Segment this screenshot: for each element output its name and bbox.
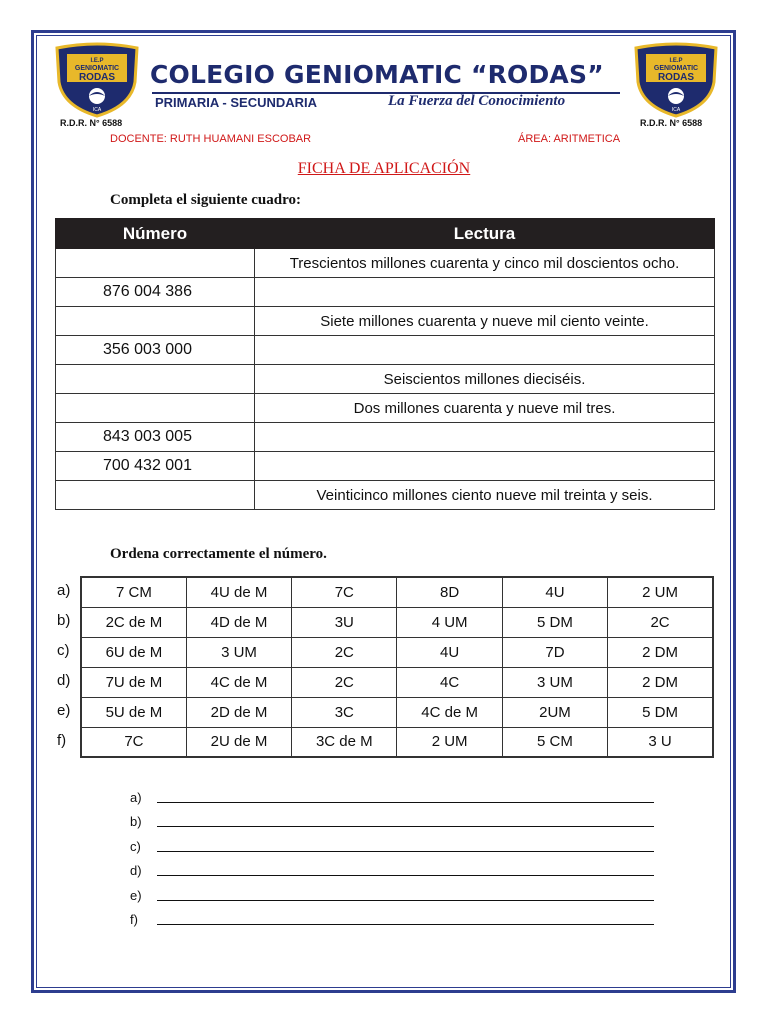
numero-cell[interactable] [56, 307, 255, 336]
school-logo-right [632, 42, 720, 118]
number-reading-table [55, 218, 715, 510]
lectura-cell[interactable]: Dos millones cuarenta y nueve mil tres. [255, 394, 715, 423]
table-row [56, 423, 715, 452]
order-cell: 3U [292, 607, 397, 637]
order-cell: 2 DM [608, 667, 713, 697]
answer-underline [157, 802, 654, 803]
table-row [56, 278, 715, 307]
section1-instruction: Completa el siguiente cuadro: [110, 192, 301, 208]
row-label: f) [57, 732, 67, 749]
school-name: COLEGIO GENIOMATIC “RODAS” [150, 60, 604, 89]
numero-cell[interactable]: 876 004 386 [56, 278, 255, 307]
answer-label: c) [130, 838, 141, 854]
order-cell: 4C de M [186, 667, 291, 697]
numero-cell[interactable] [56, 481, 255, 510]
logo-top-text: I.E.P [90, 58, 104, 64]
answer-label: b) [130, 814, 142, 830]
order-cell: 2C [292, 637, 397, 667]
order-cell: 8D [397, 577, 502, 607]
table-row [56, 307, 715, 336]
school-motto: La Fuerza del Conocimiento [388, 93, 566, 109]
order-cell: 7U de M [81, 667, 186, 697]
lectura-cell[interactable] [255, 278, 715, 307]
order-cell: 2U de M [186, 727, 291, 757]
lectura-cell[interactable]: Veinticinco millones ciento nueve mil treinta y seis. [255, 481, 715, 510]
row-label: b) [57, 612, 71, 629]
numero-cell[interactable] [56, 249, 255, 278]
worksheet-title-text: FICHA DE APLICACIÓN [297, 160, 471, 177]
lectura-cell[interactable]: Siete millones cuarenta y nueve mil ciento veinte. [255, 307, 715, 336]
table-row [56, 394, 715, 423]
lectura-cell[interactable]: Seiscientos millones dieciséis. [255, 365, 715, 394]
logo-line1: GENIOMATIC [653, 65, 699, 72]
table-row [81, 697, 713, 727]
table-row [56, 452, 715, 481]
table-row [81, 607, 713, 637]
order-cell: 3C [292, 697, 397, 727]
order-cell: 4D de M [186, 607, 291, 637]
table-row [81, 577, 713, 607]
answer-label: f) [130, 911, 138, 927]
order-row-labels [57, 576, 70, 756]
order-cell: 4U [397, 637, 502, 667]
teacher-name: DOCENTE: RUTH HUAMANI ESCOBAR [110, 133, 312, 145]
numero-cell[interactable] [56, 365, 255, 394]
answer-underline [157, 851, 654, 852]
order-cell: 2 DM [608, 637, 713, 667]
numero-cell[interactable]: 356 003 000 [56, 336, 255, 365]
numero-cell[interactable] [56, 394, 255, 423]
order-cell: 2 UM [608, 577, 713, 607]
answer-label: e) [130, 887, 142, 903]
row-label: d) [57, 672, 71, 689]
numero-cell[interactable]: 700 432 001 [56, 452, 255, 481]
order-cell: 5U de M [81, 697, 186, 727]
logo-bottom-text: ICA [671, 107, 681, 113]
answer-underline [157, 826, 654, 827]
order-number-table [80, 576, 714, 758]
order-cell: 7C [292, 577, 397, 607]
logo-line2: RODAS [78, 72, 116, 83]
header-lectura: Lectura [255, 219, 715, 249]
order-cell: 5 DM [608, 697, 713, 727]
row-label: a) [57, 582, 71, 599]
row-label: c) [57, 642, 70, 659]
answer-label: d) [130, 863, 142, 879]
order-cell: 2C [608, 607, 713, 637]
table-row [56, 365, 715, 394]
school-logo-left [53, 42, 141, 118]
table-row [56, 336, 715, 365]
answer-underline [157, 900, 654, 901]
rdr-number-right: R.D.R. N° 6588 [640, 118, 703, 128]
order-cell: 3 UM [502, 667, 607, 697]
header-numero: Número [56, 219, 255, 249]
order-cell: 2C [292, 667, 397, 697]
order-cell: 2C de M [81, 607, 186, 637]
table-row [81, 637, 713, 667]
logo-line2: RODAS [657, 72, 695, 83]
order-cell: 2UM [502, 697, 607, 727]
answer-label: a) [130, 790, 142, 805]
answer-underline [157, 924, 654, 925]
order-cell: 5 DM [502, 607, 607, 637]
section2-instruction: Ordena correctamente el número. [110, 546, 327, 562]
order-cell: 5 CM [502, 727, 607, 757]
order-cell: 7D [502, 637, 607, 667]
order-cell: 2D de M [186, 697, 291, 727]
order-cell: 7C [81, 727, 186, 757]
row-label: e) [57, 702, 71, 719]
lectura-cell[interactable] [255, 452, 715, 481]
lectura-cell[interactable] [255, 336, 715, 365]
order-cell: 7 CM [81, 577, 186, 607]
table-row [56, 249, 715, 278]
logo-top-text: I.E.P [669, 58, 683, 64]
order-cell: 3C de M [292, 727, 397, 757]
answer-underline [157, 875, 654, 876]
table-row [81, 727, 713, 757]
logo-bottom-text: ICA [92, 107, 102, 113]
lectura-cell[interactable]: Trescientos millones cuarenta y cinco mil doscientos ocho. [255, 249, 715, 278]
worksheet-title [0, 160, 768, 178]
order-cell: 4C de M [397, 697, 502, 727]
order-cell: 4C [397, 667, 502, 697]
order-cell: 3 UM [186, 637, 291, 667]
rdr-number-left: R.D.R. N° 6588 [60, 118, 123, 128]
order-cell: 2 UM [397, 727, 502, 757]
order-cell: 6U de M [81, 637, 186, 667]
table-row [56, 481, 715, 510]
numero-cell[interactable]: 843 003 005 [56, 423, 255, 452]
lectura-cell[interactable] [255, 423, 715, 452]
subject-area: ÁREA: ARITMETICA [518, 133, 621, 145]
table-header-row [56, 219, 715, 249]
order-cell: 4U de M [186, 577, 291, 607]
order-cell: 4U [502, 577, 607, 607]
order-cell: 4 UM [397, 607, 502, 637]
school-levels: PRIMARIA - SECUNDARIA [155, 95, 318, 110]
table-row [81, 667, 713, 697]
order-cell: 3 U [608, 727, 713, 757]
logo-line1: GENIOMATIC [74, 65, 120, 72]
